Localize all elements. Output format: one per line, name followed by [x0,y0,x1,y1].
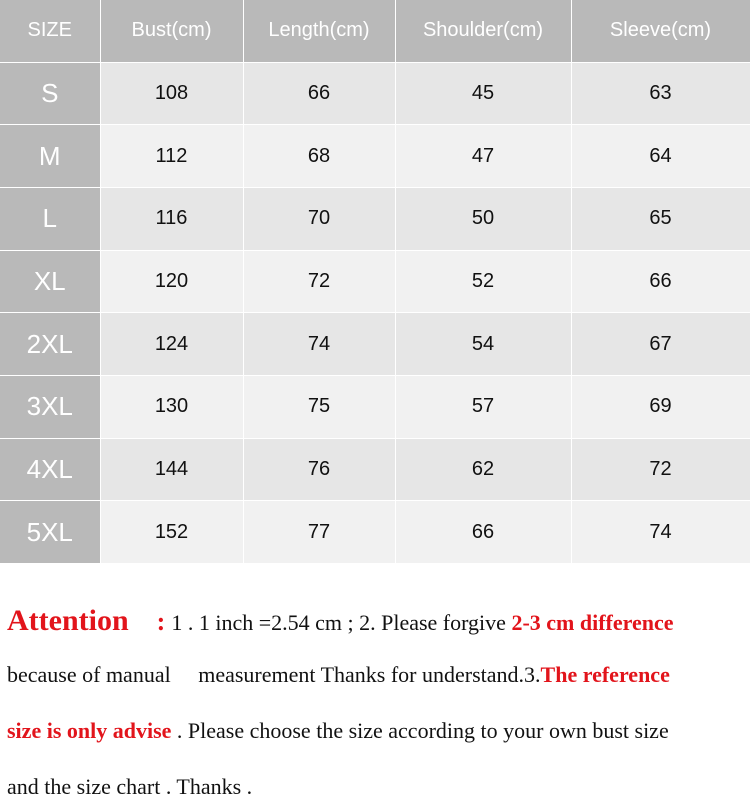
length-value: 76 [243,438,395,501]
table-row [0,501,750,564]
table-row [0,125,750,188]
shoulder-value: 50 [395,187,571,250]
sleeve-value: 63 [571,62,750,125]
note-line-2 [7,662,670,688]
shoulder-value: 45 [395,62,571,125]
length-value: 75 [243,375,395,438]
bust-value: 116 [100,187,243,250]
sleeve-value: 64 [571,125,750,188]
sleeve-value: 67 [571,313,750,376]
length-value: 72 [243,250,395,313]
size-label: S [0,62,100,125]
header-size: SIZE [0,0,100,62]
note-line-1 [7,604,674,638]
size-label: L [0,187,100,250]
note-text-4: and the size chart . Thanks . [7,774,253,799]
table-row [0,62,750,125]
bust-value: 120 [100,250,243,313]
length-value: 66 [243,62,395,125]
bust-value: 124 [100,313,243,376]
shoulder-value: 54 [395,313,571,376]
header-bust: Bust(cm) [100,0,243,62]
size-label: 2XL [0,313,100,376]
header-shoulder: Shoulder(cm) [395,0,571,62]
shoulder-value: 62 [395,438,571,501]
sleeve-value: 74 [571,501,750,564]
table-row [0,375,750,438]
note-highlight-reference: The reference [540,662,670,687]
size-label: 5XL [0,501,100,564]
shoulder-value: 52 [395,250,571,313]
header-sleeve: Sleeve(cm) [571,0,750,62]
shoulder-value: 66 [395,501,571,564]
note-highlight-difference: 2-3 cm difference [511,610,674,635]
table-row [0,250,750,313]
bust-value: 130 [100,375,243,438]
sleeve-value: 69 [571,375,750,438]
attention-heading: Attention [7,604,129,637]
sleeve-value: 72 [571,438,750,501]
length-value: 77 [243,501,395,564]
note-text-2: because of manual measurement Thanks for understand.3. [7,662,541,687]
size-label: 3XL [0,375,100,438]
table-row [0,187,750,250]
note-line-4 [7,774,252,800]
length-value: 68 [243,125,395,188]
sleeve-value: 66 [571,250,750,313]
bust-value: 152 [100,501,243,564]
attention-colon: : [156,607,166,636]
sleeve-value: 65 [571,187,750,250]
note-text-3: . Please choose the size according to your own bust size [171,718,669,743]
shoulder-value: 47 [395,125,571,188]
note-line-3 [7,718,669,744]
size-label: M [0,125,100,188]
length-value: 70 [243,187,395,250]
table-row [0,313,750,376]
bust-value: 112 [100,125,243,188]
size-label: 4XL [0,438,100,501]
table-row [0,438,750,501]
length-value: 74 [243,313,395,376]
note-highlight-advise: size is only advise [7,718,172,743]
note-text-1: 1 . 1 inch =2.54 cm ; 2. Please forgive [171,610,512,635]
shoulder-value: 57 [395,375,571,438]
bust-value: 144 [100,438,243,501]
size-label: XL [0,250,100,313]
table-header-row [0,0,750,62]
bust-value: 108 [100,62,243,125]
header-length: Length(cm) [243,0,395,62]
